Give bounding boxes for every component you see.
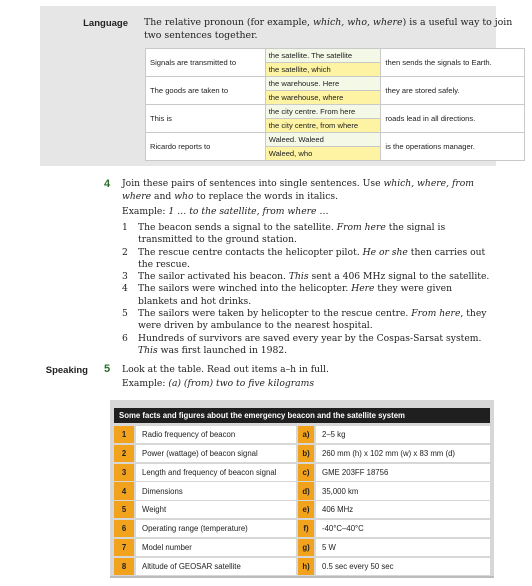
list-item: 4 The sailors were winched into the helicopter. Here they were given blankets and hot drinks.	[122, 283, 452, 307]
exercise-5-instruction: Look at the table. Read out items a–h in full.	[122, 364, 329, 375]
sentence-start: Signals are transmitted to	[146, 49, 266, 77]
fact-value: 35,000 km	[316, 482, 490, 499]
sentence-option-b: the warehouse, where	[265, 91, 381, 105]
table-row	[114, 426, 490, 443]
value-letter: f)	[298, 520, 314, 537]
fact-value: 2–5 kg	[316, 426, 490, 443]
row-number: 7	[114, 539, 134, 556]
table-row	[146, 133, 525, 147]
sentence-end: is the operations manager.	[381, 133, 525, 161]
table-row	[114, 539, 490, 556]
language-box	[40, 6, 513, 166]
sentence-option-a: Waleed. Waleed	[265, 133, 381, 147]
sentence-option-b: the satellite, which	[265, 63, 381, 77]
value-letter: a)	[298, 426, 314, 443]
sentence-start: This is	[146, 105, 266, 133]
list-item: 2 The rescue centre contacts the helicopter pilot. He or she then carries out the rescue.	[122, 246, 486, 270]
table-row	[146, 105, 525, 119]
value-letter: d)	[298, 482, 314, 499]
exercise-5-example: Example: (a) (from) two to five kilograms	[122, 378, 315, 389]
speaking-label: Speaking	[45, 365, 88, 376]
fact-item: Operating range (temperature)	[136, 520, 296, 537]
sentence-option-a: the satellite. The satellite	[265, 49, 381, 63]
list-item: 1 The beacon sends a signal to the satellite. From here the signal is transmitted to the ground station.	[122, 222, 446, 246]
table-row	[114, 464, 490, 481]
relative-pronoun-table	[145, 48, 525, 161]
sentence-end: roads lead in all directions.	[381, 105, 525, 133]
fact-item: Length and frequency of beacon signal	[136, 464, 296, 481]
facts-table	[114, 426, 490, 576]
table-row	[114, 445, 490, 462]
fact-value: 406 MHz	[316, 501, 490, 518]
fact-value: 260 mm (h) x 102 mm (w) x 83 mm (d)	[316, 445, 490, 462]
facts-panel	[110, 400, 494, 578]
fact-item: Dimensions	[136, 482, 296, 499]
facts-title: Some facts and figures about the emergency beacon and the satellite system	[114, 408, 490, 423]
exercise-4-number: 4	[104, 178, 111, 190]
table-row	[146, 49, 525, 63]
table-row	[114, 520, 490, 537]
row-number: 1	[114, 426, 134, 443]
list-item: 3 The sailor activated his beacon. This sent a 406 MHz signal to the satellite.	[122, 271, 490, 283]
exercise-5-number: 5	[104, 363, 111, 375]
row-number: 3	[114, 464, 134, 481]
sentence-start: Ricardo reports to	[146, 133, 266, 161]
row-number: 4	[114, 482, 134, 499]
language-label: Language	[83, 18, 128, 29]
sentence-start: The goods are taken to	[146, 77, 266, 105]
table-row	[114, 558, 490, 575]
sentence-option-b: the city centre, from where	[265, 119, 381, 133]
list-item: 5 The sailors were taken by helicopter to the rescue centre. From here, they were driven by ambulance to the nearest hospital.	[122, 308, 487, 332]
row-number: 5	[114, 501, 134, 518]
row-number: 6	[114, 520, 134, 537]
list-item: 6 Hundreds of survivors are saved every year by the Cospas-Sarsat system. This was first launched in 1982.	[122, 332, 482, 356]
fact-item: Power (wattage) of beacon signal	[136, 445, 296, 462]
exercise-4-example: Example: 1 … to the satellite, from where …	[122, 206, 329, 217]
language-intro: The relative pronoun (for example, which, who, where) is a useful way to join two sentences together.	[144, 17, 513, 41]
value-letter: g)	[298, 539, 314, 556]
fact-value: 5 W	[316, 539, 490, 556]
fact-item: Altitude of GEOSAR satellite	[136, 558, 296, 575]
fact-item: Radio frequency of beacon	[136, 426, 296, 443]
exercise-4-instruction: Join these pairs of sentences into single sentences. Use which, where, from where and who to replace the words in italics.	[122, 178, 474, 202]
fact-item: Model number	[136, 539, 296, 556]
sentence-option-b: Waleed, who	[265, 147, 381, 161]
table-row	[114, 482, 490, 499]
row-number: 8	[114, 558, 134, 575]
fact-item: Weight	[136, 501, 296, 518]
sentence-end: then sends the signals to Earth.	[381, 49, 525, 77]
row-number: 2	[114, 445, 134, 462]
exercise-4-sentences	[122, 222, 492, 357]
value-letter: b)	[298, 445, 314, 462]
sentence-option-a: the city centre. From here	[265, 105, 381, 119]
fact-value: 0.5 sec every 50 sec	[316, 558, 490, 575]
fact-value: GME 203FF 18756	[316, 464, 490, 481]
sentence-option-a: the warehouse. Here	[265, 77, 381, 91]
sentence-end: they are stored safely.	[381, 77, 525, 105]
value-letter: e)	[298, 501, 314, 518]
value-letter: c)	[298, 464, 314, 481]
table-row	[146, 77, 525, 91]
fact-value: -40°C–40°C	[316, 520, 490, 537]
value-letter: h)	[298, 558, 314, 575]
table-row	[114, 501, 490, 518]
